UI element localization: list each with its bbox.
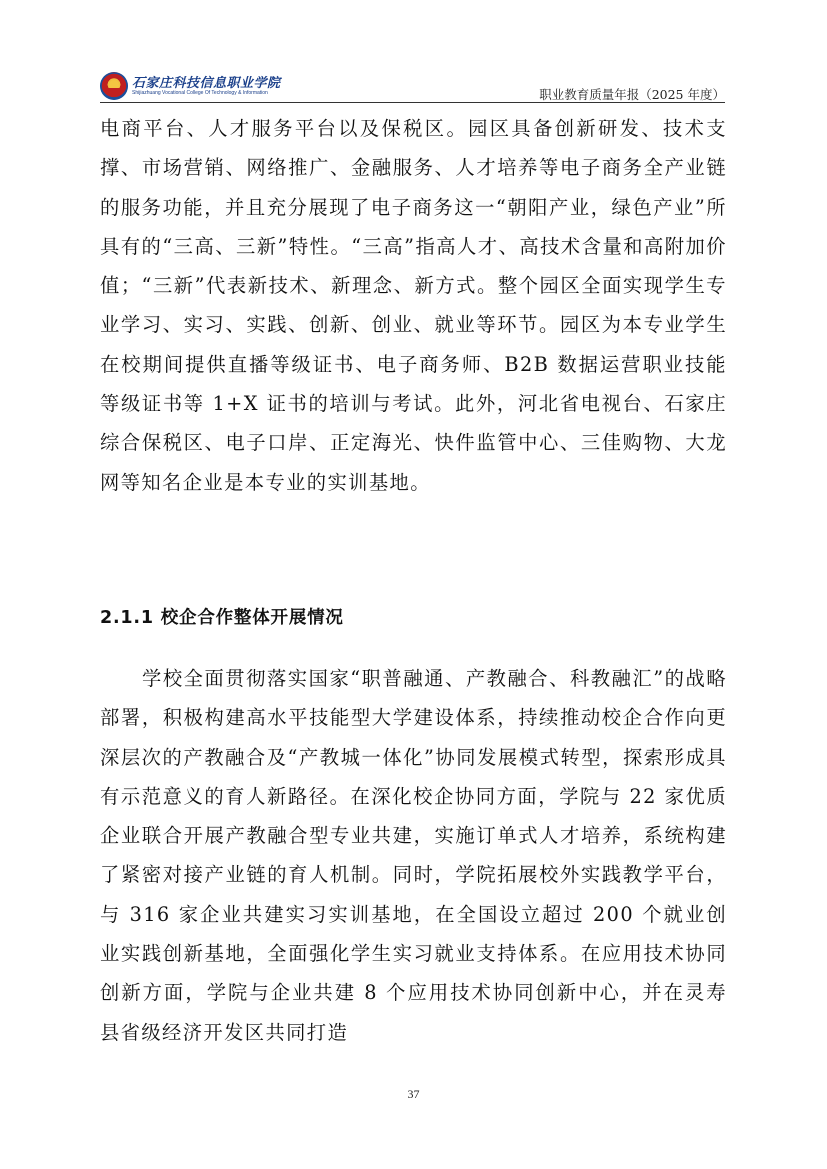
school-name [132, 77, 281, 96]
page-content-2 [100, 659, 727, 1052]
school-logo [100, 72, 281, 100]
page-header [100, 72, 725, 102]
report-title: 职业教育质量年报（2025 年度） [539, 87, 725, 102]
header-divider [100, 102, 725, 103]
page-number: 37 [407, 1087, 420, 1101]
section-heading: 2.1.1 校企合作整体开展情况 [100, 608, 344, 628]
school-emblem-icon [100, 72, 128, 100]
body-paragraph-2: 学校全面贯彻落实国家“职普融通、产教融合、科教融汇”的战略部署，积极构建高水平技能型大学建设体系，持续推动校企合作向更深层次的产教融合及“产教城一体化”协同发展模式转型，探索形成具有示范意义的育人新路径。在深化校企协同方面，学院与 22 家优质企业联合开展产教融合型专业共建，实施订单式人才培养，系统构建了紧密对接产业链的育人机制。同时，学院拓展校外实践教学平台，与 316 家企业共建实习实训基地，在全国设立超过 200 个就业创业实践创新基地，全面强化学生实习就业支持体系。在应用技术协同创新方面，学院与企业共建 8 个应用技术协同创新中心，并在灵寿县省级经济开发区共同打造 [100, 667, 727, 1044]
school-name-cn: 石家庄科技信息职业学院 [132, 75, 281, 91]
body-paragraph-1: 电商平台、人才服务平台以及保税区。园区具备创新研发、技术支撑、市场营销、网络推广、金融服务、人才培养等电子商务全产业链的服务功能，并且充分展现了电子商务这一“朝阳产业，绿色产业”所具有的“三高、三新”特性。“三高”指高人才、高技术含量和高附加价值；“三新”代表新技术、新理念、新方式。整个园区全面实现学生专业学习、实习、实践、创新、创业、就业等环节。园区为本专业学生在校期间提供直播等级证书、电子商务师、B2B 数据运营职业技能等级证书等 1+X 证书的培训与考试。此外，河北省电视台、石家庄综合保税区、电子口岸、正定海光、快件监管中心、三佳购物、大龙网等知名企业是本专业的实训基地。 [100, 117, 727, 494]
school-name-en: Shijiazhuang Vocational College Of Technology & Information [132, 89, 268, 96]
page-content [100, 109, 727, 502]
